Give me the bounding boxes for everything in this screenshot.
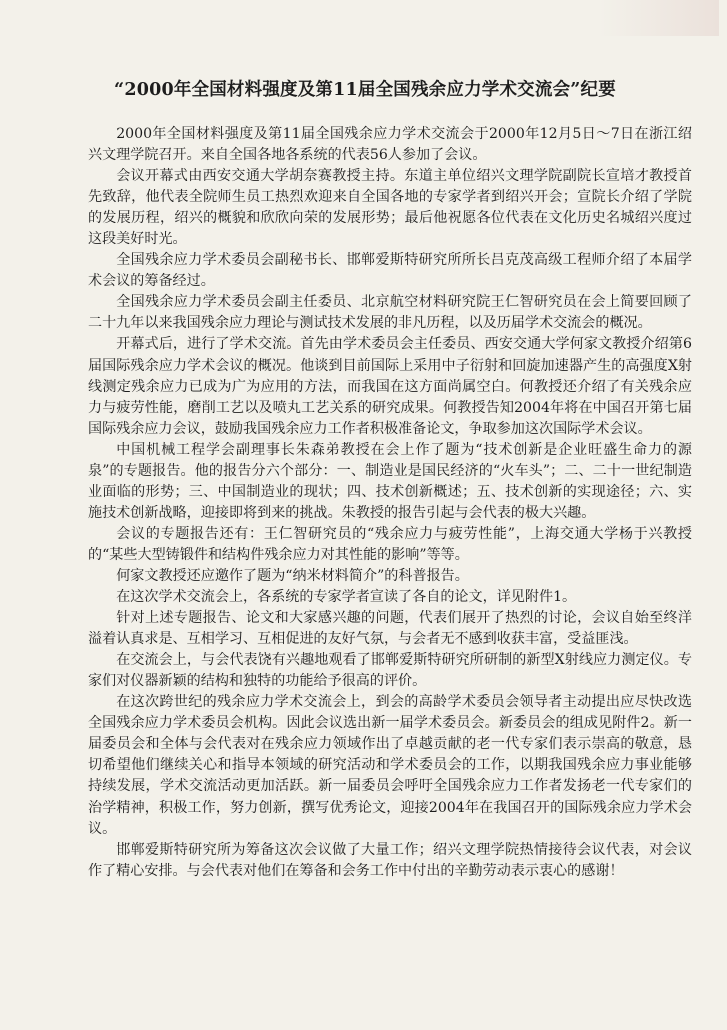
paragraph: 在这次学术交流会上，各系统的专家学者宣读了各自的论文，详见附件1。 <box>116 589 577 606</box>
document-body <box>88 124 692 882</box>
paragraph: 会议开幕式由西安交通大学胡奈赛教授主持。东道主单位绍兴文理学院副院长宣培才教授首先致辞，他代表全院师生员工热烈欢迎来自全国各地的专家学者到绍兴开会；宣院长介绍了学院的发展历程，绍兴的概貌和欣欣向荣的发展形势；最后他祝愿各位代表在文化历史名城绍兴度过这段美好时光。 <box>88 168 692 248</box>
paragraph: 全国残余应力学术委员会副主任委员、北京航空材料研究院王仁智研究员在会上简要回顾了二十九年以来我国残余应力理论与测试技术发展的非凡历程，以及历届学术交流会的概况。 <box>88 294 692 332</box>
document-title: “2000年全国材料强度及第11届全国残余应力学术交流会”纪要 <box>114 80 616 100</box>
paragraph: 邯郸爱斯特研究所为筹备这次会议做了大量工作；绍兴文理学院热情接待会议代表，对会议作了精心安排。与会代表对他们在筹备和会务工作中付出的辛勤劳动表示衷心的感谢！ <box>88 841 692 879</box>
scan-artifact <box>599 0 719 36</box>
paragraph: 何家文教授还应邀作了题为“纳米材料简介”的科普报告。 <box>116 567 469 584</box>
paragraph: 在交流会上，与会代表饶有兴趣地观看了邯郸爱斯特研究所研制的新型X射线应力测定仪。专家们对仪器新颖的结构和独特的功能给予很高的评价。 <box>88 652 692 690</box>
paragraph: 全国残余应力学术委员会副秘书长、邯郸爱斯特研究所所长吕克茂高级工程师介绍了本届学术会议的筹备经过。 <box>88 252 692 290</box>
paragraph: 在这次跨世纪的残余应力学术交流会上，到会的高龄学术委员会领导者主动提出应尽快改选全国残余应力学术委员会机构。因此会议选出新一届学术委员会。新委员会的组成见附件2。新一届委员会和全体与会代表对在残余应力领域作出了卓越贡献的老一代专家们表示崇高的敬意，恳切希望他们继续关心和指导本领域的研究活动和学术委员会的工作，以期我国残余应力事业能够持续发展，学术交流活动更加活跃。新一届委员会呼吁全国残余应力工作者发扬老一代专家们的治学精神，积极工作，努力创新，撰写优秀论文，迎接2004年在我国召开的国际残余应力学术会议。 <box>88 694 692 837</box>
paragraph: 中国机械工程学会副理事长朱森弟教授在会上作了题为“技术创新是企业旺盛生命力的源泉”的专题报告。他的报告分六个部分：一、制造业是国民经济的“火车头”；二、二十一世纪制造业面临的形势；三、中国制造业的现状；四、技术创新概述；五、技术创新的实现途径；六、实施技术创新战略，迎接即将到来的挑战。朱教授的报告引起与会代表的极大兴趣。 <box>88 441 692 521</box>
paragraph: 2000年全国材料强度及第11届全国残余应力学术交流会于2000年12月5日～7日在浙江绍兴文理学院召开。来自全国各地各系统的代表56人参加了会议。 <box>88 126 692 164</box>
paragraph: 开幕式后，进行了学术交流。首先由学术委员会主任委员、西安交通大学何家文教授介绍第6届国际残余应力学术会议的概况。他谈到目前国际上采用中子衍射和回旋加速器产生的高强度X射线测定残余应力已成为广为应用的方法，而我国在这方面尚属空白。何教授还介绍了有关残余应力与疲劳性能，磨削工艺以及喷丸工艺关系的研究成果。何教授告知2004年将在中国召开第七届国际残余应力会议，鼓励我国残余应力工作者积极准备论文，争取参加这次国际学术会议。 <box>88 336 692 437</box>
paragraph: 会议的专题报告还有：王仁智研究员的“残余应力与疲劳性能”，上海交通大学杨于兴教授的“某些大型铸锻件和结构件残余应力对其性能的影响”等等。 <box>88 525 692 563</box>
paragraph: 针对上述专题报告、论文和大家感兴趣的问题，代表们展开了热烈的讨论，会议自始至终洋溢着认真求是、互相学习、互相促进的友好气氛，与会者无不感到收获丰富，受益匪浅。 <box>88 610 692 648</box>
